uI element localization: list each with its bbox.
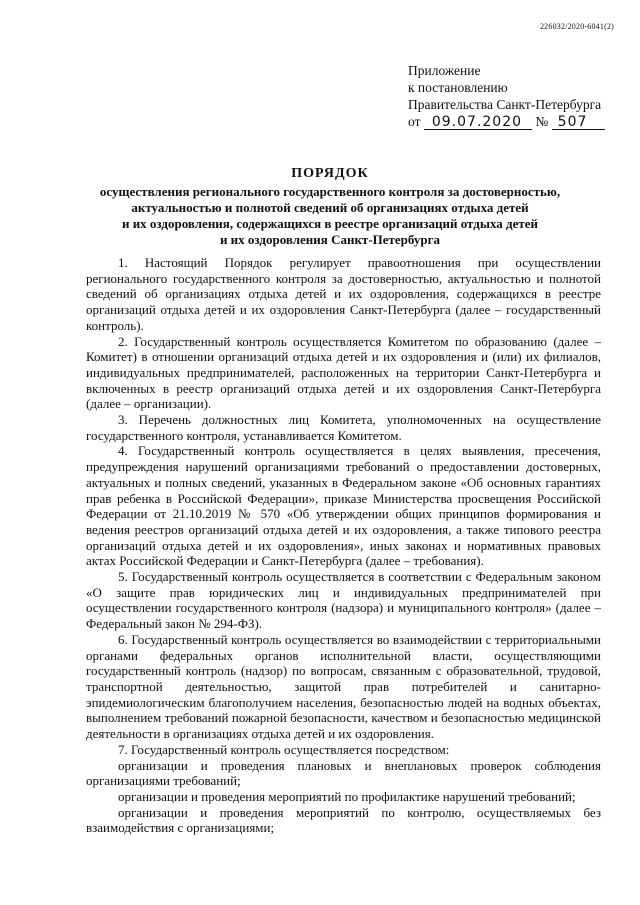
from-label: от — [408, 114, 421, 129]
appendix-line-3: Правительства Санкт-Петербурга — [408, 97, 602, 112]
paragraph-1: 1. Настоящий Порядок регулирует правоотношения при осуществлении регионального государственного контроля за достоверностью, актуальностью и полнотой сведений об организациях отдыха детей и их оздоровления, содержащихся в реестре организаций отдыха детей и их оздоровления Санкт-Петербурга (далее – государственный контроль). — [86, 255, 601, 333]
handwritten-number: 507 — [552, 115, 606, 130]
title-line: и их оздоровления, содержащихся в реестре организаций отдыха детей — [121, 216, 539, 231]
list-item: организации и проведения плановых и внеплановых проверок соблюдения организациями требований; — [86, 757, 601, 789]
title-line: и их оздоровления Санкт-Петербурга — [219, 232, 441, 247]
appendix-line-1: Приложение — [408, 63, 481, 78]
appendix-line-2: к постановлению — [408, 80, 508, 95]
title-line: осуществления регионального государственного контроля за достоверностью, — [99, 184, 561, 199]
title-head: ПОРЯДОК — [291, 166, 369, 181]
document-id: 226032/2020-6041(2) — [539, 22, 614, 31]
number-label: № — [535, 114, 549, 129]
list-item: организации и проведения мероприятий по контролю, осуществляемых без взаимодействия с организациями; — [86, 804, 601, 836]
paragraph-5: 5. Государственный контроль осуществляется в соответствии с Федеральным законом «О защите прав юридических лиц и индивидуальных предпринимателей при осуществлении государственного контроля (надзора) и муниципального контроля» (далее – Федеральный закон № 294-ФЗ). — [86, 569, 601, 632]
appendix-date-number — [408, 113, 605, 130]
paragraph-7: 7. Государственный контроль осуществляется посредством: — [118, 741, 450, 757]
paragraph-6: 6. Государственный контроль осуществляется во взаимодействии с территориальными органами федеральных органов исполнительной власти, осуществляющими государственный контроль (надзор) по вопросам, связанным с образовательной, трудовой, транспортной деятельностью, защитой прав потребителей и санитарно-эпидемиологическим благополучием населения, безопасностью людей на водных объектах, выполнением требований пожарной безопасности, качеством и безопасностью медицинской деятельности в организациях отдыха детей и их оздоровления. — [86, 631, 601, 742]
handwritten-date: 09.07.2020 — [424, 115, 532, 130]
paragraph-2: 2. Государственный контроль осуществляется Комитетом по образованию (далее – Комитет) в отношении организаций отдыха детей и их оздоровления и (или) их филиалов, индивидуальных предпринимателей, расположенных на территории Санкт-Петербурга и включенных в реестр организаций отдыха детей и их оздоровления Санкт-Петербурга (далее – организации). — [86, 333, 601, 412]
paragraph-4: 4. Государственный контроль осуществляется в целях выявления, пресечения, предупреждения нарушений организациями требований о предоставлении достоверных, актуальных и полных сведений, указанных в Федеральном законе «Об основных гарантиях прав ребенка в Российской Федерации», приказе Министерства просвещения Российской Федерации от 21.10.2019 № 570 «Об утверждении общих принципов формирования и ведения реестров организаций отдыха детей и их оздоровления, а также типового реестра организаций отдыха детей и их оздоровления», иных законах и нормативных правовых актах Российской Федерации и Санкт-Петербурга (далее – требования). — [86, 443, 601, 569]
appendix-block — [408, 62, 605, 130]
paragraph-3: 3. Перечень должностных лиц Комитета, уполномоченных на осуществление государственного контроля, устанавливается Комитетом. — [86, 412, 601, 443]
document-body — [86, 255, 601, 836]
list-item: организации и проведения мероприятий по профилактике нарушений требований; — [118, 788, 576, 804]
document-title — [60, 166, 600, 248]
title-line: актуальностью и полнотой сведений об организациях отдыха детей — [131, 200, 529, 215]
